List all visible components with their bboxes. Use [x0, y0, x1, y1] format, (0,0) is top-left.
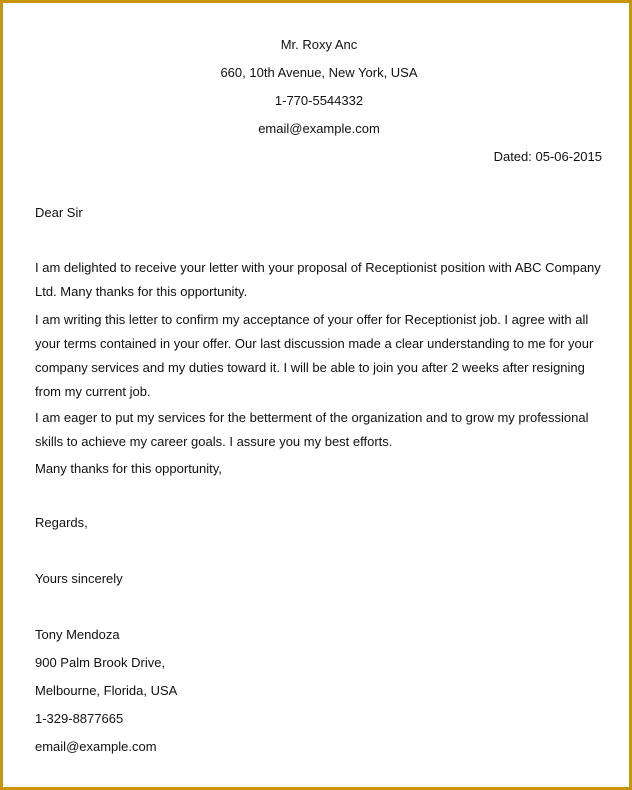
signature-city: Melbourne, Florida, USA [35, 683, 178, 698]
signature-email: email@example.com [35, 739, 157, 754]
body-paragraph-2: I am writing this letter to confirm my acceptance of your offer for Receptionist job. I agree with all your terms contained in your offer. Our last discussion made a clear understanding to me for your company services and my duties toward it. I will be able to join you after 2 weeks after resigning from my current job. [35, 312, 594, 399]
body-paragraph-1: I am delighted to receive your letter with your proposal of Receptionist position with ABC Company Ltd. Many thanks for this opportunity. [35, 260, 601, 299]
letter-date: Dated: 05-06-2015 [493, 149, 602, 164]
salutation: Dear Sir [35, 205, 83, 220]
sender-address: 660, 10th Avenue, New York, USA [220, 65, 418, 80]
closing-line: Yours sincerely [35, 571, 123, 586]
signature-name: Tony Mendoza [35, 627, 120, 642]
sender-name: Mr. Roxy Anc [280, 37, 358, 52]
signature-phone: 1-329-8877665 [35, 711, 124, 726]
regards-line: Regards, [35, 515, 88, 530]
body-paragraph-3: I am eager to put my services for the betterment of the organization and to grow my professional skills to achieve my career goals. I assure you my best efforts. [35, 410, 589, 449]
body-paragraph-4: Many thanks for this opportunity, [35, 461, 222, 476]
sender-email: email@example.com [258, 121, 380, 136]
signature-street: 900 Palm Brook Drive, [35, 655, 166, 670]
sender-phone: 1-770-5544332 [274, 93, 364, 108]
